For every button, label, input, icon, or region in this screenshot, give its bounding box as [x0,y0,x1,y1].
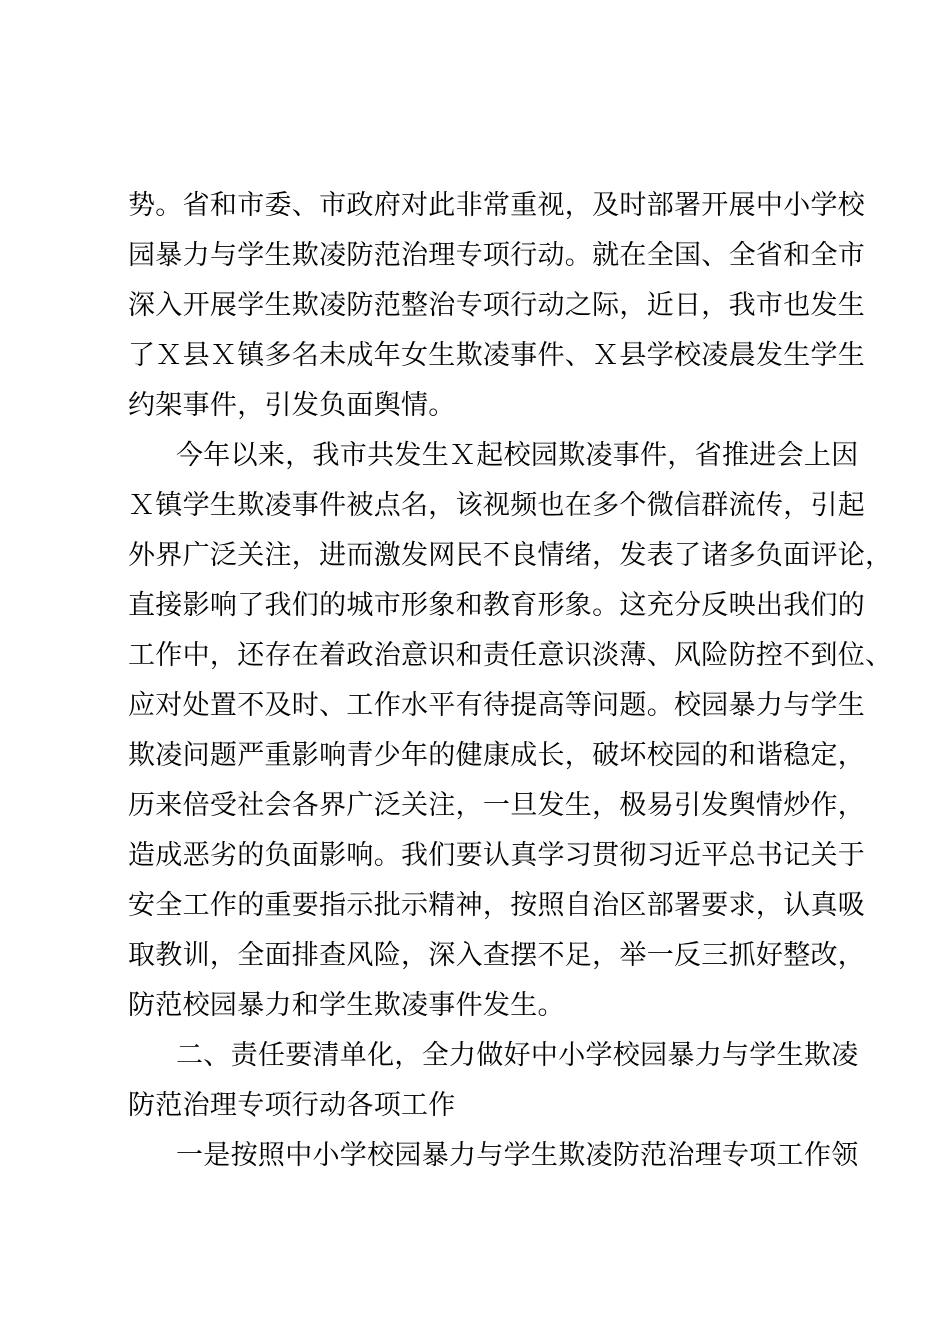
paragraph-line: 安全工作的重要指示批示精神，按照自治区部署要求，认真吸 [128,890,866,921]
paragraph-line: 直接影响了我们的城市形象和教育形象。这充分反映出我们的 [128,590,866,621]
paragraph-line: 深入开展学生欺凌防范整治专项行动之际，近日，我市也发生 [128,290,866,321]
paragraph-line: 取教训，全面排查风险，深入查摆不足，举一反三抓好整改， [128,940,866,971]
paragraph-line: 欺凌问题严重影响青少年的健康成长，破坏校园的和谐稳定， [128,740,866,771]
paragraph-first-line: 今年以来，我市共发生Ｘ起校园欺凌事件，省推进会上因 [176,440,859,471]
paragraph-line: 工作中，还存在着政治意识和责任意识淡薄、风险防控不到位、 [128,640,893,671]
paragraph-line: Ｘ镇学生欺凌事件被点名，该视频也在多个微信群流传，引起 [128,490,866,521]
section-heading-continued: 防范治理专项行动各项工作 [128,1090,456,1121]
paragraph-line: 历来倍受社会各界广泛关注，一旦发生，极易引发舆情炒作， [128,790,866,821]
paragraph-line: 应对处置不及时、工作水平有待提高等问题。校园暴力与学生 [128,690,866,721]
paragraph-line: 防范校园暴力和学生欺凌事件发生。 [128,990,565,1021]
paragraph-line: 外界广泛关注，进而激发网民不良情绪，发表了诸多负面评论， [128,540,893,571]
paragraph-line: 势。省和市委、市政府对此非常重视，及时部署开展中小学校 [128,190,866,221]
paragraph-line: 造成恶劣的负面影响。我们要认真学习贯彻习近平总书记关于 [128,840,866,871]
paragraph-line: 园暴力与学生欺凌防范治理专项行动。就在全国、全省和全市 [128,240,866,271]
section-heading: 二、责任要清单化，全力做好中小学校园暴力与学生欺凌 [176,1040,859,1071]
paragraph-line: 了Ｘ县Ｘ镇多名未成年女生欺凌事件、Ｘ县学校凌晨发生学生 [128,340,866,371]
paragraph-line: 约架事件，引发负面舆情。 [128,390,456,421]
paragraph-first-line: 一是按照中小学校园暴力与学生欺凌防范治理专项工作领 [176,1140,859,1171]
